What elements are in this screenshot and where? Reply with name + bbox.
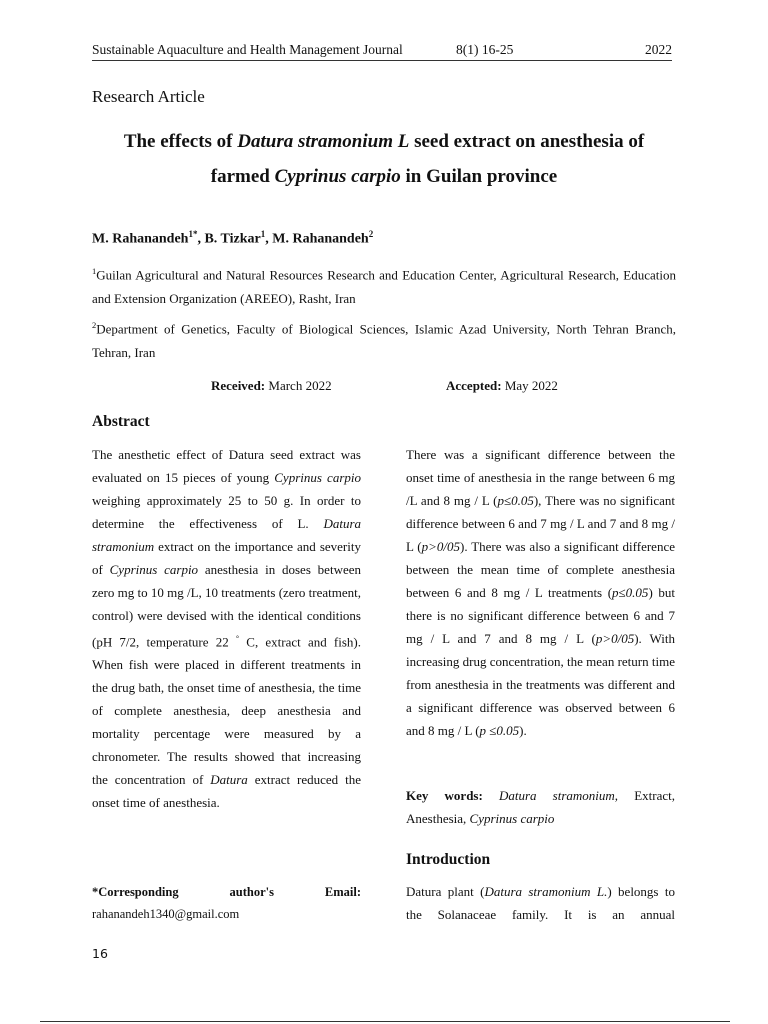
running-header — [92, 40, 672, 60]
page-number: 16 — [92, 946, 108, 961]
abstract-right-column: There was a significant difference between the onset time of anesthesia in the range between 6 mg /L and 8 mg / L (p≤0.05), There was no significant difference between 6 and 7 mg / L and 7 and 8 mg / L (p>0/05). There was also a significant difference between the mean time of complete anesthesia between 6 and 8 mg / L treatments (p≤0.05) but there is no significant difference between 6 and 7 mg / L and 7 and 8 mg / L (p>0/05). With increasing drug concentration, the mean return time from anesthesia in the treatments was different and a significant difference was observed between 6 and 8 mg / L (p ≤0.05). — [406, 447, 675, 738]
introduction-heading: Introduction — [406, 851, 491, 868]
author-list: M. Rahanandeh$^{1*}$, B. Tizkar$^1$, M. Rahanandeh$^2$ — [92, 229, 374, 247]
accepted-date: Accepted: May 2022 — [446, 378, 558, 393]
abstract-heading: Abstract — [92, 413, 150, 430]
keywords: Key words: Datura stramonium, Extract, Anesthesia, Cyprinus carpio — [406, 788, 675, 826]
introduction-text: Datura plant (Datura stramonium L.) belongs to the Solanaceae family. It is an annual — [406, 884, 675, 922]
journal-year: 2022 — [645, 42, 672, 57]
corresponding-author: *Corresponding author's Email: rahanandeh1340@gmail.com — [92, 881, 361, 925]
affiliation-2: $^2$Department of Genetics, Faculty of Biological Sciences, Islamic Azad University, North Tehran Branch, Tehran, Iran — [92, 320, 676, 361]
article-type: Research Article — [92, 87, 205, 106]
footer-divider — [40, 1021, 730, 1022]
affiliation-1: $^1$Guilan Agricultural and Natural Resources Research and Education Center, Agricultural Research, Education and Extension Organization (AREEO), Rasht, Iran — [92, 266, 676, 307]
abstract-left-column: The anesthetic effect of Datura seed extract was evaluated on 15 pieces of young Cyprinus carpio weighing approximately 25 to 50 g. In order to determine the effectiveness of L. Datura stramonium extract on the importance and severity of Cyprinus carpio anesthesia in doses between zero mg to 10 mg /L, 10 treatments (zero treatment, control) were devised with the identical conditions (pH 7/2, temperature 22 ° C, extract and fish). When fish were placed in different treatments in the drug bath, the onset time of anesthesia, the time of complete anesthesia, deep anesthesia and mortality percentage were measured by a chronometer. The results showed that increasing the concentration of Datura extract reduced the onset time of anesthesia. — [92, 447, 361, 811]
received-date: Received: March 2022 — [211, 378, 332, 393]
corresponding-email[interactable]: rahanandeh1340@gmail.com — [92, 907, 240, 921]
journal-name: Sustainable Aquaculture and Health Management Journal — [92, 42, 403, 57]
header-divider — [92, 60, 672, 61]
article-title: The effects of Datura stramonium L seed extract on anesthesia of farmed Cyprinus carpio in Guilan province — [123, 131, 645, 187]
journal-volume: 8(1) 16-25 — [456, 42, 514, 57]
